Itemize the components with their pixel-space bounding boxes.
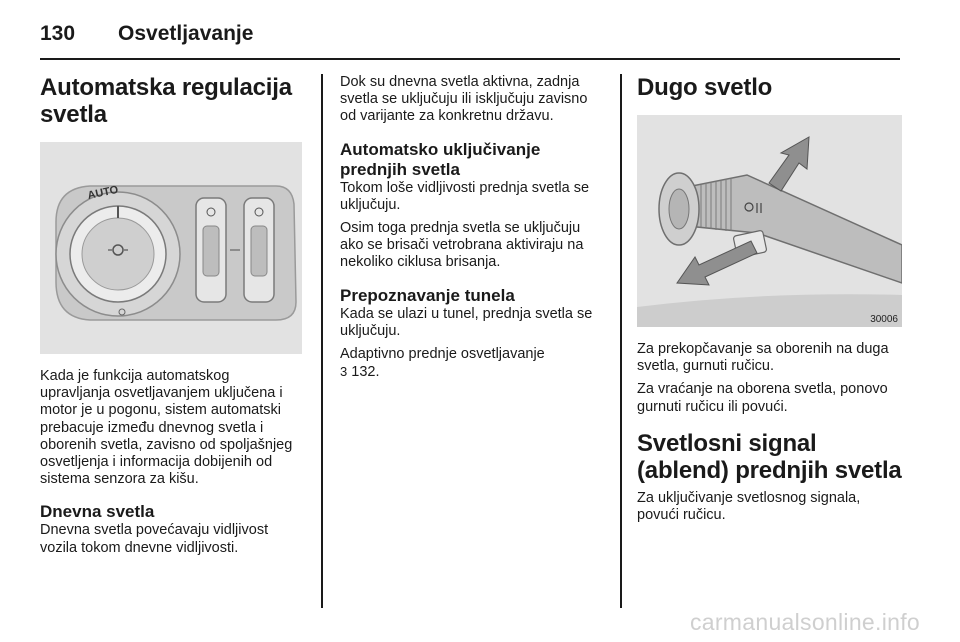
section-title-headlight-flash: Svetlosni signal (ablend) prednjih svetla <box>637 429 902 484</box>
heading-tunnel-detection: Prepoznavanje tunela <box>340 285 515 305</box>
section-title-auto-light: Automatska regulacija svetla <box>40 74 292 128</box>
auto-light-paragraph: Kada je funkcija automatskog upravljanja osvetljavanjem uključena i motor je u pogonu, sistem automatski prebacuje između dnevnog svetla i oborenih svetla, zavisno od spoljašnjeg osvetljenja i informacija dobijenih od sistema senzora za kišu. <box>40 368 293 488</box>
light-switch-figure <box>40 142 302 354</box>
poor-visibility-paragraph: Tokom loše vidljivosti prednja svetla se uključuju. <box>340 179 590 213</box>
heading-daytime-lights: Dnevna svetla <box>40 502 155 522</box>
header-rule <box>40 58 900 60</box>
daytime-lights-paragraph: Dnevna svetla povećavaju vidljivost vozila tokom dnevne vidljivosti. <box>40 522 269 556</box>
adaptive-lighting-paragraph <box>340 346 605 381</box>
stalk-figure <box>637 115 902 327</box>
chapter-title: Osvetljavanje <box>118 22 254 45</box>
low-beam-return-paragraph: Za vraćanje na oborena svetla, ponovo gurnuti ručicu ili povući. <box>637 381 888 415</box>
auto-label: AUTO <box>86 183 120 202</box>
column-3 <box>637 74 902 524</box>
heading-auto-headlights: Automatsko uključivanje prednjih svetla <box>340 139 541 179</box>
column-divider-1 <box>321 74 323 608</box>
high-beam-push-paragraph: Za prekopčavanje sa oborenih na duga svetla, gurnuti ručicu. <box>637 341 889 375</box>
adaptive-lighting-text: Adaptivno prednje osvetljavanje <box>340 346 545 363</box>
column-1 <box>40 74 302 557</box>
page-header <box>40 18 253 50</box>
light-switch-illustration <box>40 142 302 354</box>
watermark: carmanualsonline.info <box>689 609 920 635</box>
page-number: 130 <box>40 22 76 45</box>
turn-signal-stalk-illustration <box>637 115 902 327</box>
tunnel-paragraph: Kada se ulazi u tunel, prednja svetla se uključuju. <box>340 305 593 339</box>
page-reference[interactable]: 132. <box>351 364 380 381</box>
section-title-high-beam: Dugo svetlo <box>637 74 773 101</box>
column-2 <box>340 74 605 381</box>
column-divider-2 <box>620 74 622 608</box>
wiper-activation-paragraph: Osim toga prednja svetla se uključuju ako se brisači vetrobrana aktiviraju na nekoliko ciklusa brisanja. <box>340 220 584 271</box>
taillights-paragraph: Dok su dnevna svetla aktivna, zadnja svetla se uključuju ili isključuju zavisno od varijante za konkretnu državu. <box>340 74 588 125</box>
headlight-flash-paragraph: Za uključivanje svetlosnog signala, povući ručicu. <box>637 489 861 524</box>
page-reference-icon: 3 <box>340 364 348 380</box>
figure-id: 30006 <box>870 314 898 325</box>
